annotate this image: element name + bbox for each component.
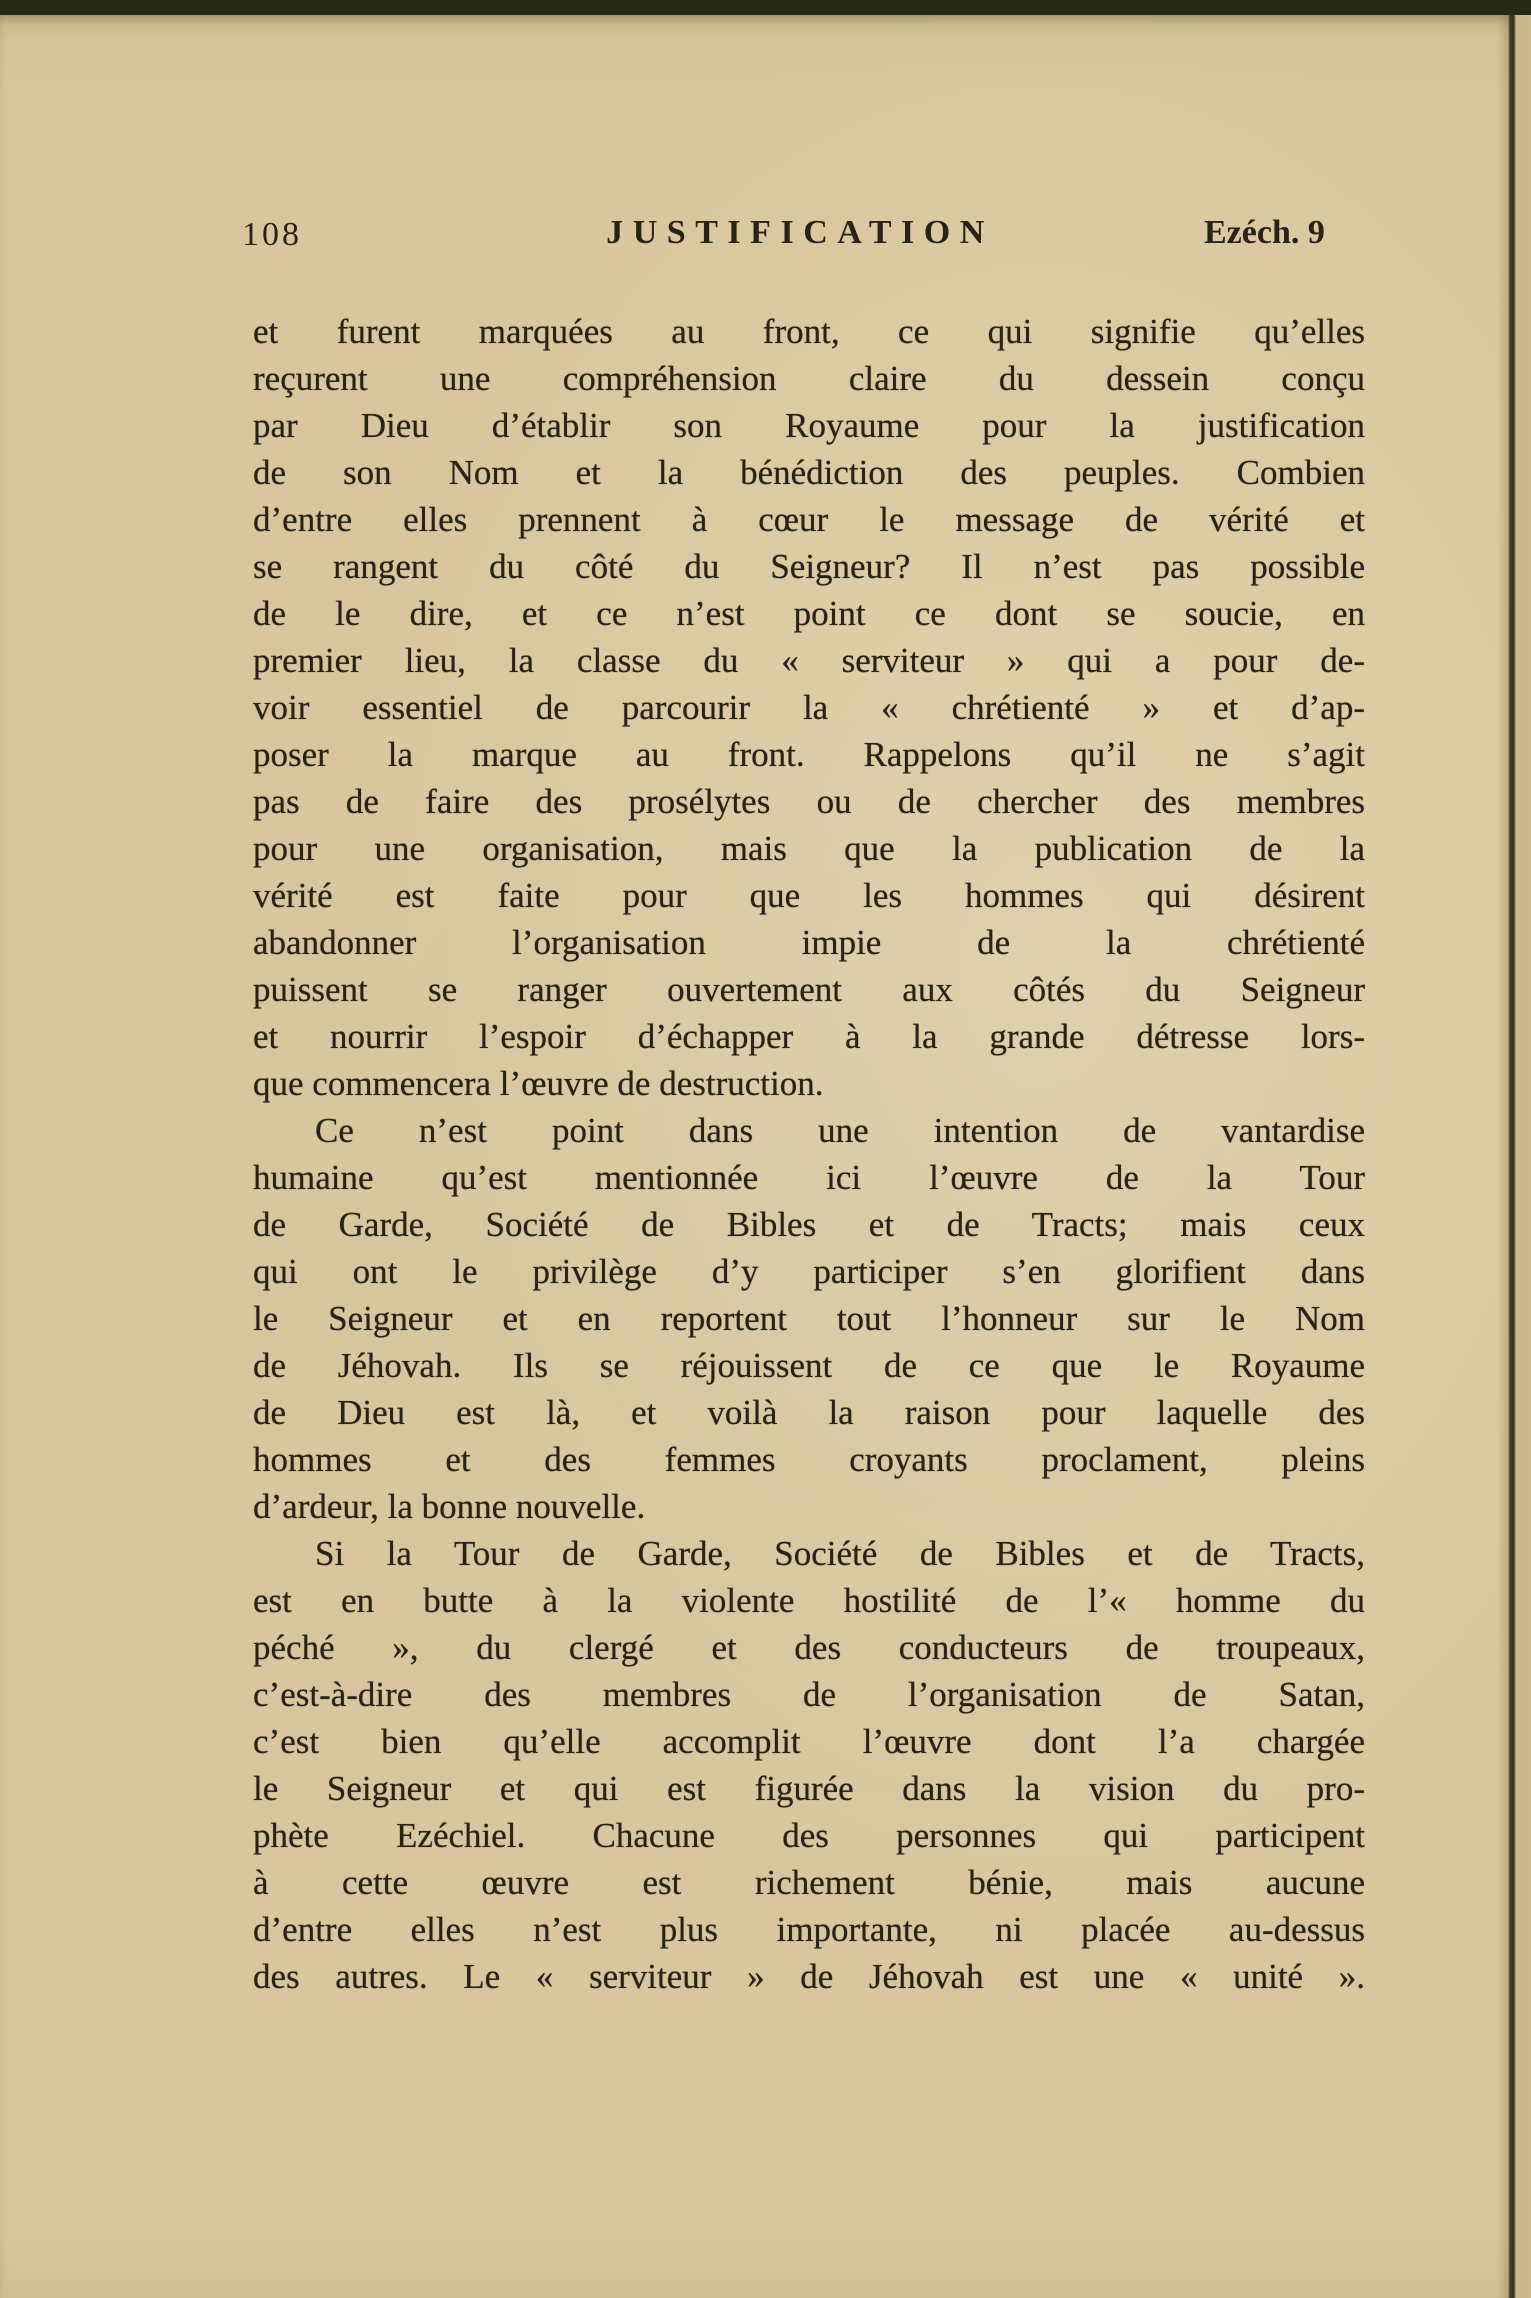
text-line: poser la marque au front. Rappelons qu’il ne s’agit (253, 735, 1365, 774)
text-line: par Dieu d’établir son Royaume pour la justification (253, 406, 1365, 445)
text-line: qui ont le privilège d’y participer s’en glorifient dans (253, 1252, 1365, 1291)
text-line: de Garde, Société de Bibles et de Tracts; mais ceux (253, 1205, 1365, 1244)
text-line: péché », du clergé et des conducteurs de troupeaux, (253, 1628, 1365, 1667)
paragraph (253, 308, 1365, 1107)
text-line: phète Ezéchiel. Chacune des personnes qui participent (253, 1816, 1365, 1855)
page-number: 108 (242, 216, 302, 253)
text-line: de Dieu est là, et voilà la raison pour laquelle des (253, 1393, 1365, 1432)
text-line: pour une organisation, mais que la publication de la (253, 829, 1365, 868)
text-line: puissent se ranger ouvertement aux côtés du Seigneur (253, 970, 1365, 1009)
text-line: le Seigneur et en reportent tout l’honneur sur le Nom (253, 1299, 1365, 1338)
text-line: et nourrir l’espoir d’échapper à la grande détresse lors- (253, 1017, 1365, 1056)
text-line: d’ardeur, la bonne nouvelle. (253, 1487, 646, 1526)
text-line: voir essentiel de parcourir la « chrétienté » et d’ap- (253, 688, 1365, 727)
text-line: abandonner l’organisation impie de la chrétienté (253, 923, 1365, 962)
text-line: pas de faire des prosélytes ou de chercher des membres (253, 782, 1365, 821)
text-line: se rangent du côté du Seigneur? Il n’est pas possible (253, 547, 1365, 586)
text-line: le Seigneur et qui est figurée dans la vision du pro- (253, 1769, 1365, 1808)
text-line: que commencera l’œuvre de destruction. (253, 1064, 824, 1103)
text-line: premier lieu, la classe du « serviteur » qui a pour de- (253, 641, 1365, 680)
running-title: JUSTIFICATION (606, 214, 994, 251)
page-right-edge (1497, 12, 1531, 2298)
text-line: de son Nom et la bénédiction des peuples. Combien (253, 453, 1365, 492)
text-line: de le dire, et ce n’est point ce dont se soucie, en (253, 594, 1365, 633)
page-stack-edges (0, 12, 110, 2298)
text-line: et furent marquées au front, ce qui signifie qu’elles (253, 312, 1365, 351)
text-line: est en butte à la violente hostilité de l’« homme du (253, 1581, 1365, 1620)
text-line: c’est-à-dire des membres de l’organisation de Satan, (253, 1675, 1365, 1714)
text-line: à cette œuvre est richement bénie, mais aucune (253, 1863, 1365, 1902)
text-line: humaine qu’est mentionnée ici l’œuvre de la Tour (253, 1158, 1365, 1197)
text-line: Si la Tour de Garde, Société de Bibles et de Tracts, (315, 1534, 1365, 1573)
text-line: c’est bien qu’elle accomplit l’œuvre dont l’a chargée (253, 1722, 1365, 1761)
text-line: vérité est faite pour que les hommes qui désirent (253, 876, 1365, 915)
text-line: Ce n’est point dans une intention de vantardise (315, 1111, 1365, 1150)
text-line: hommes et des femmes croyants proclament, pleins (253, 1440, 1365, 1479)
text-line: de Jéhovah. Ils se réjouissent de ce que le Royaume (253, 1346, 1365, 1385)
running-header (0, 210, 1531, 264)
page (0, 12, 1531, 2298)
text-line: d’entre elles n’est plus importante, ni placée au-dessus (253, 1910, 1365, 1949)
paragraph (253, 1530, 1365, 2000)
book-cover-edge-top (0, 0, 1531, 15)
paragraph (253, 1107, 1365, 1530)
text-line: d’entre elles prennent à cœur le message de vérité et (253, 500, 1365, 539)
scripture-reference: Ezéch. 9 (1204, 214, 1325, 251)
text-block (253, 308, 1365, 2000)
text-line: des autres. Le « serviteur » de Jéhovah est une « unité ». (253, 1957, 1365, 1996)
text-line: reçurent une compréhension claire du dessein conçu (253, 359, 1365, 398)
